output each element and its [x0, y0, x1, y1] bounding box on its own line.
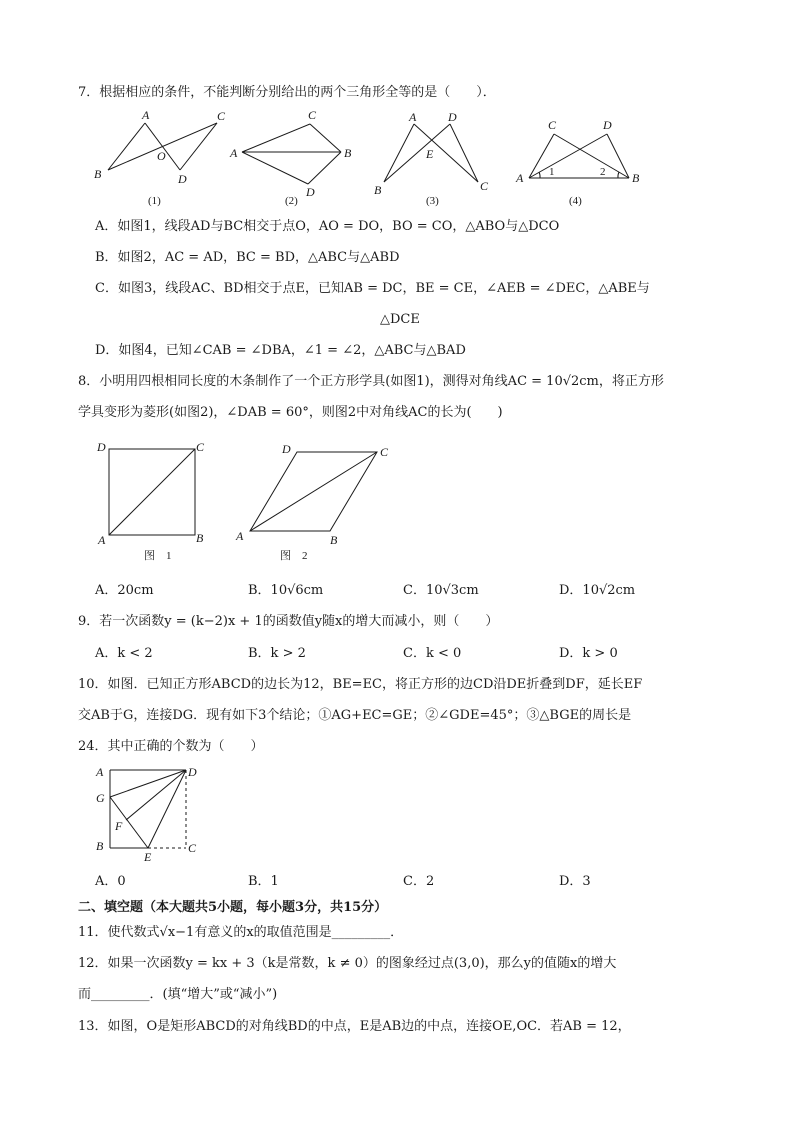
q8-rhombus-label-a: A [236, 529, 244, 543]
q8-square-label-b: B [196, 531, 204, 545]
q10-figure [88, 760, 218, 870]
q8-square-label-a: A [98, 533, 106, 547]
q11-stem: 11．使代数式√x−1有意义的x的取值范围是_________． [78, 925, 404, 940]
q8-square-label-d: D [97, 440, 106, 454]
fig3-label-e: E [426, 147, 434, 161]
q10-label-b: B [96, 839, 104, 853]
q8-stem-1: 8．小明用四根相同长度的木条制作了一个正方形学具(如图1)，测得对角线AC = 10√2cm，将正方形 [78, 374, 664, 389]
q8-fig1-caption: 图 1 [144, 550, 172, 562]
fig1-label-o: O [157, 149, 166, 163]
q8-stem-2: 学具变形为菱形(如图2)，∠DAB = 60°，则图2中对角线AC的长为( ) [78, 405, 503, 420]
fig1-label-c: C [217, 109, 226, 123]
q7-stem: 7．根据相应的条件，不能判断分别给出的两个三角形全等的是（ ）． [78, 85, 496, 100]
q8-option-b: B．10√6cm [248, 583, 324, 598]
q10-label-d: D [188, 765, 197, 779]
fig4-label-b: B [632, 171, 640, 185]
fig4-label-a: A [516, 171, 524, 185]
q7-figure-1 [90, 108, 230, 208]
q8-fig2-caption: 图 2 [280, 550, 308, 562]
fig1-label-d: D [178, 172, 187, 186]
q10-option-a: A．0 [95, 874, 126, 889]
fig2-label-c: C [308, 108, 317, 122]
q10-label-e: E [144, 850, 152, 864]
q7-figure-4 [512, 108, 647, 208]
q10-label-a: A [96, 765, 104, 779]
q8-rhombus-label-d: D [282, 442, 291, 456]
fig1-label-a: A [142, 108, 150, 122]
q9-option-d: D．k > 0 [559, 646, 618, 661]
q10-option-c: C．2 [403, 874, 435, 889]
q8-option-c: C．10√3cm [403, 583, 479, 598]
q7-figure-2 [228, 108, 358, 208]
q7-option-a: A．如图1，线段AD与BC相交于点O，AO = DO，BO = CO，△ABO与△DCO [95, 219, 560, 234]
fig3-caption: (3) [426, 195, 439, 207]
q7-figure-3 [370, 108, 500, 208]
q7-option-b: B．如图2，AC = AD，BC = BD，△ABC与△ABD [95, 250, 400, 265]
q8-figure-rhombus [232, 436, 402, 566]
fig2-caption: (2) [285, 195, 298, 207]
fig1-caption: (1) [148, 195, 161, 207]
q12-stem-1: 12．如果一次函数y = kx + 3（k是常数，k ≠ 0）的图象经过点(3,0)，那么y的值随x的增大 [78, 956, 617, 971]
q8-option-d: D．10√2cm [559, 583, 636, 598]
fig3-label-b: B [374, 183, 382, 197]
fig3-label-c: C [480, 179, 489, 193]
q8-rhombus-label-b: B [330, 533, 338, 547]
fig4-label-c: C [548, 118, 557, 132]
q10-stem-2: 交AB于G，连接DG．现有如下3个结论；①AG+EC=GE；②∠GDE=45°；③△BGE的周长是 [78, 708, 632, 723]
q13-stem: 13．如图，O是矩形ABCD的对角线BD的中点，E是AB边的中点，连接OE,OC．若AB = 12， [78, 1019, 631, 1034]
q8-square-label-c: C [196, 440, 205, 454]
q10-stem-1: 10．如图．已知正方形ABCD的边长为12，BE=EC，将正方形的边CD沿DE折叠到DF，延长EF [78, 677, 643, 692]
fig1-label-b: B [94, 167, 102, 181]
fig2-label-b: B [344, 146, 352, 160]
fig4-angle-2: 2 [600, 166, 606, 178]
section-heading: 二、填空题（本大题共5小题，每小题3分，共15分） [78, 900, 388, 915]
q10-option-d: D．3 [559, 874, 591, 889]
fig3-label-a: A [409, 110, 417, 124]
q9-stem: 9．若一次函数y = (k−2)x + 1的函数值y随x的增大而减小，则（ ） [78, 614, 499, 629]
q10-label-f: F [115, 819, 123, 833]
q10-label-g: G [96, 791, 105, 805]
q8-figure-square [92, 436, 222, 566]
q10-option-b: B．1 [248, 874, 279, 889]
q8-rhombus-label-c: C [380, 445, 389, 459]
fig3-label-d: D [448, 110, 457, 124]
fig4-caption: (4) [569, 195, 582, 207]
q8-option-a: A．20cm [95, 583, 154, 598]
fig4-label-d: D [603, 118, 612, 132]
q9-option-b: B．k > 2 [248, 646, 306, 661]
q9-option-a: A．k < 2 [95, 646, 153, 661]
q10-stem-3: 24．其中正确的个数为（ ） [78, 739, 264, 754]
q9-option-c: C．k < 0 [403, 646, 462, 661]
q7-option-c: C．如图3，线段AC、BD相交于点E，已知AB = DC，BE = CE，∠AEB = ∠DEC，△ABE与 [95, 281, 650, 296]
q7-option-d: D．如图4，已知∠CAB = ∠DBA，∠1 = ∠2，△ABC与△BAD [95, 343, 466, 358]
q10-label-c: C [188, 841, 197, 855]
q7-option-c-cont: △DCE [380, 312, 420, 327]
fig2-label-d: D [306, 185, 315, 199]
fig2-label-a: A [230, 146, 238, 160]
fig4-angle-1: 1 [549, 166, 555, 178]
q12-stem-2: 而_________．(填“增大”或“减小”) [78, 987, 278, 1002]
